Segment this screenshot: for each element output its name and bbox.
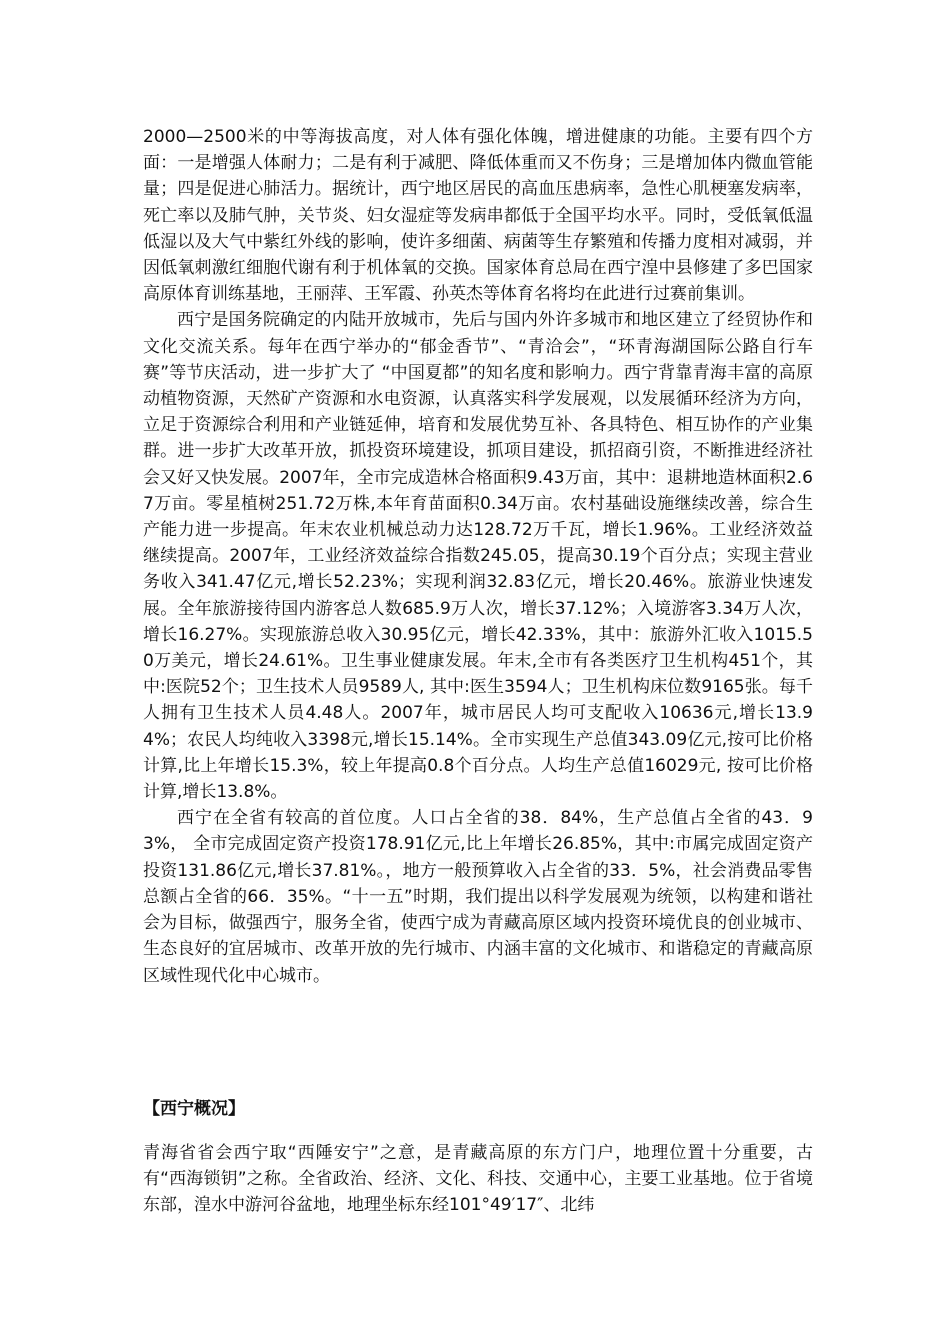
paragraph-open-city-economy: 西宁是国务院确定的内陆开放城市，先后与国内外许多城市和地区建立了经贸协作和文化交流关系。每年在西宁举办的“郁金香节”、“青洽会”，“环青海湖国际公路自行车赛”等节庆活动，进一步扩大了 “中国夏都”的知名度和影响力。西宁背靠青海丰富的高原动植物资源，天然矿产资源和水电资源，认真落实科学发展观，以发展循环经济为方向，立足于资源综合利用和产业链延伸，培育和发展优势互补、各具特色、相互协作的产业集群。进一步扩大改革开放，抓投资环境建设，抓项目建设，抓招商引资，不断推进经济社会又好又快发展。2007年，全市完成造林合格面积9.43万亩，其中：退耕地造林面积2.67万亩。零星植树251.72万株,本年育苗面积0.34万亩。农村基础设施继续改善，综合生产能力进一步提高。年末农业机械总动力达128.72万千瓦，增长1.96%。工业经济效益继续提高。2007年，工业经济效益综合指数245.05，提高30.19个百分点；实现主营业务收入341.47亿元,增长52.23%；实现利润32.83亿元，增长20.46%。旅游业快速发展。全年旅游接待国内游客总人数685.9万人次，增长37.12%；入境游客3.34万人次，增长16.27%。实现旅游总收入30.95亿元，增长42.33%，其中：旅游外汇收入1015.50万美元，增长24.61%。卫生事业健康发展。年末,全市有各类医疗卫生机构451个，其中:医院52个；卫生技术人员9589人, 其中:医生3594人；卫生机构床位数9165张。每千人拥有卫生技术人员4.48人。2007年，城市居民人均可支配收入10636元,增长13.94%；农民人均纯收入3398元,增长15.14%。全市实现生产总值343.09亿元,按可比价格计算,比上年增长15.3%，较上年提高0.8个百分点。人均生产总值16029元, 按可比价格计算,增长13.8%。 xyxy=(143,310,813,803)
paragraph-altitude-health: 2000—2500米的中等海拔高度，对人体有强化体魄，增进健康的功能。主要有四个方面：一是增强人体耐力；二是有利于减肥、降低体重而又不伤身；三是增加体内微血管能量；四是促进心肺活力。据统计，西宁地区居民的高血压患病率，急性心肌梗塞发病率，死亡率以及肺气肿，关节炎、妇女湿症等发病串都低于全国平均水平。同时，受低氧低温低湿以及大气中紫红外线的影响，使许多细菌、病菌等生存繁殖和传播力度相对减弱，并因低氧刺激红细胞代谢有利于机体氧的交换。国家体育总局在西宁湟中县修建了多巴国家高原体育训练基地，王丽萍、王军霞、孙英杰等体育名将均在此进行过赛前集训。 xyxy=(143,127,813,305)
paragraph-xining-overview: 青海省省会西宁取“西陲安宁”之意，是青藏高原的东方门户，地理位置十分重要，古有“西海锁钥”之称。全省政治、经济、文化、科技、交通中心，主要工业基地。位于省境东部，湟水中游河谷盆地，地理坐标东经101°49′17″、北纬 xyxy=(143,1143,813,1216)
intro-block xyxy=(143,1140,813,1219)
paragraph-provincial-primacy: 西宁在全省有较高的首位度。人口占全省的38．84%，生产总值占全省的43．93%， 全市完成固定资产投资178.91亿元,比上年增长26.85%，其中:市属完成固定资产投资131.86亿元,增长37.81%。，地方一般预算收入占全省的33．5%，社会消费品零售总额占全省的66．35%。“十一五”时期，我们提出以科学发展观为统领，以构建和谐社会为目标，做强西宁，服务全省，使西宁成为青藏高原区域内投资环境优良的创业城市、生态良好的宜居城市、改革开放的先行城市、内涵丰富的文化城市、和谐稳定的青藏高原区域性现代化中心城市。 xyxy=(143,808,813,986)
section-heading: 【西宁概况】 xyxy=(143,1099,245,1119)
document-body xyxy=(143,124,813,989)
